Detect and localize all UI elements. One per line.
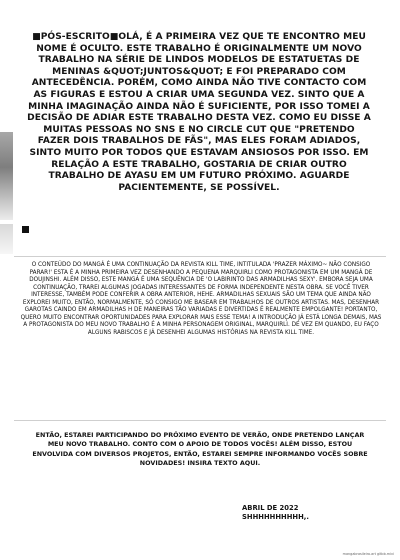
content-paragraph: O CONTEÚDO DO MANGÁ É UMA CONTINUAÇÃO DA REVISTA KILL TIME, INTITULADA 'PRAZER MÁXIMO~ NÃO CONSIGO PARAR!' ESTA É A MINHA PRIMEIRA VEZ DESENHANDO A PEQUENA MARQUIRLI COMO PROTAGONISTA EM UM MANGÁ DE DOUJINSHI. ALÉM DISSO, ESTE MANGÁ É UMA SEQUÊNCIA DE 'O LABIRINTO DAS ARMADILHAS SEXY'. EMBORA SEJA UMA CONTINUAÇÃO, TRAREI ALGUMAS JOGADAS INTERESSANTES DE FORMA INDEPENDENTE NESTA OBRA. SE VOCÊ TIVER INTERESSE, TAMBÉM PODE CONFERIR A OBRA ANTERIOR, HEHE. ARMADILHAS SEXUAIS SÃO UM TEMA QUE AINDA NÃO EXPLOREI MUITO, ENTÃO, NORMALMENTE, SÓ CONSIGO ME BASEAR EM TRABALHOS DE OUTROS ARTISTAS. MAS, DESENHAR GAROTAS CAINDO EM ARMADILHAS H DE MANEIRAS TÃO VARIADAS E DIVERTIDAS É REALMENTE EMPOLGANTE! PORTANTO, QUERO MUITO ENCONTRAR OPORTUNIDADES PARA EXPLORAR MAIS ESSE TEMA! A INTRODUÇÃO JÁ ESTÁ LONGA DEMAIS, MAS A PROTAGONISTA DO MEU NOVO TRABALHO É A MINHA PERSONAGEM ORIGINAL, MARQUIRLI. DE VEZ EM QUANDO, EU FAÇO ALGUNS RABISCOS E JÁ DESENHEI ALGUMAS HISTÓRIAS NA REVISTA KILL TIME. <box>20 262 382 336</box>
section-divider <box>14 420 386 421</box>
scan-shadow-left-lower <box>0 224 13 254</box>
site-credit: mangabrasileiro.art gitbb.mivi <box>342 552 394 556</box>
signature-line: SHHHHHHHHHH,. <box>242 513 309 521</box>
date-line: ABRIL DE 2022 <box>242 504 299 512</box>
events-paragraph: ENTÃO, ESTAREI PARTICIPANDO DO PRÓXIMO EVENTO DE VERÃO, ONDE PRETENDO LANÇAR MEU NOVO TRABALHO. CONTO COM O APOIO DE TODOS VOCÊS! ALÉM DISSO, ESTOU ENVOLVIDA COM DIVERSOS PROJETOS, ENTÃO, ESTAREI SEMPRE INFORMANDO VOCÊS SOBRE NOVIDADES! INSIRA TEXTO AQUI. <box>32 431 368 468</box>
signoff <box>242 504 392 522</box>
afterword-paragraph: ■PÓS-ESCRITO■OLÁ, É A PRIMEIRA VEZ QUE TE ENCONTRO MEU NOME É OCULTO. ESTE TRABALHO É ORIGINALMENTE UM NOVO TRABALHO NA SÉRIE DE LINDOS MODELOS DE ESTATUETAS DE MENINAS &QUOT;JUNTOS&QUOT; E FOI PREPARADO COM ANTECEDÊNCIA. PORÉM, COMO AINDA NÃO TIVE CONTACTO COM AS FIGURAS E ESTOU A CRIAR UMA SEGUNDA VEZ. SINTO QUE A MINHA IMAGINAÇÃO AINDA NÃO É SUFICIENTE, POR ISSO TOMEI A DECISÃO DE ADIAR ESTE TRABALHO DESTA VEZ. COMO EU DISSE A MUITAS PESSOAS NO SNS E NO CIRCLE CUT QUE "PRETENDO FAZER DOIS TRABALHOS DE FÃS", MAS ELES FORAM ADIADOS, SINTO MUITO POR TODOS QUE ESTAVAM ANSIOSOS POR ISSO. EM RELAÇÃO A ESTE TRABALHO, GOSTARIA DE CRIAR OUTRO TRABALHO DE AYASU EM UM FUTURO PRÓXIMO. AGUARDE PACIENTEMENTE, SE POSSÍVEL. <box>27 32 371 193</box>
scan-shadow-left <box>0 132 13 220</box>
section-bullet-square <box>22 226 29 233</box>
section-divider <box>14 256 386 257</box>
